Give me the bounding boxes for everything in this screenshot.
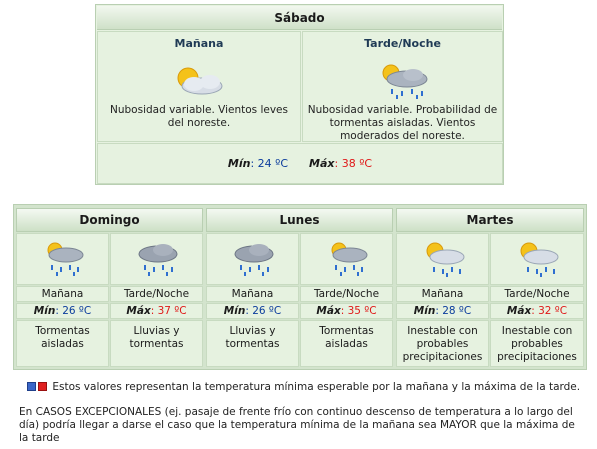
domingo-morning-icon-cell	[16, 233, 109, 285]
lunes-evening-desc: Tormentas aisladas	[300, 320, 393, 367]
domingo-morning-period: Mañana	[16, 286, 109, 302]
thunderstorm-icon	[41, 240, 87, 278]
martes-morning-period: Mañana	[396, 286, 489, 302]
lunes-morning-period: Mañana	[206, 286, 299, 302]
rain-cloud-icon	[135, 240, 181, 278]
domingo-min	[16, 303, 109, 319]
saturday-max-value: : 38 ºC	[334, 157, 373, 170]
martes-max-label: Máx	[506, 305, 532, 317]
saturday-evening-cell	[302, 31, 503, 142]
martes-min-value: : 28 ºC	[435, 305, 472, 317]
min-temp-swatch	[27, 382, 36, 391]
max-temp-swatch	[38, 382, 47, 391]
lunes-morning-icon-cell	[206, 233, 299, 285]
martes-max	[490, 303, 584, 319]
domingo-evening-period: Tarde/Noche	[110, 286, 203, 302]
saturday-min-value: : 24 ºC	[250, 157, 289, 170]
sun-cloud-rain-icon	[515, 240, 561, 278]
lunes-evening-period: Tarde/Noche	[300, 286, 393, 302]
rain-cloud-icon	[231, 240, 277, 278]
lunes-max	[300, 303, 393, 319]
lunes-max-value: : 35 ºC	[340, 305, 377, 317]
partly-cloudy-icon	[170, 64, 230, 98]
exceptional-cases-note: En CASOS EXCEPCIONALES (ej. pasaje de frente frío con continuo descenso de temperatura a lo largo del día) podría llegar a darse el caso que la temperatura mínima de la mañana sea MAYOR que la máxima de la tarde	[19, 406, 575, 444]
martes-evening-icon-cell	[490, 233, 584, 285]
sun-cloud-rain-icon	[421, 240, 467, 278]
lunes-min-value: : 26 ºC	[245, 305, 282, 317]
lunes-morning-desc: Lluvias y tormentas	[206, 320, 299, 367]
saturday-evening-label: Tarde/Noche	[364, 37, 441, 50]
legend-text: Estos valores representan la temperatura mínima esperable por la mañana y la máxima de la tarde.	[52, 381, 581, 393]
lunes-evening-icon-cell	[300, 233, 393, 285]
thunderstorm-icon	[375, 62, 435, 100]
martes-morning-desc: Inestable con probables precipitaciones	[396, 320, 489, 367]
martes-min-label: Mín	[413, 305, 436, 317]
domingo-max-label: Máx	[126, 305, 151, 317]
temperature-legend	[27, 381, 580, 393]
domingo-evening-desc: Lluvias y tormentas	[110, 320, 203, 367]
domingo-max	[110, 303, 203, 319]
saturday-morning-desc: Nubosidad variable. Vientos leves del noreste.	[110, 104, 288, 129]
domingo-min-value: : 26 ºC	[55, 305, 92, 317]
saturday-morning-label: Mañana	[174, 37, 224, 50]
martes-evening-desc: Inestable con probables precipitaciones	[490, 320, 584, 367]
domingo-evening-icon-cell	[110, 233, 203, 285]
martes-evening-period: Tarde/Noche	[490, 286, 584, 302]
saturday-max-label: Máx	[309, 157, 335, 170]
domingo-max-value: : 37 ºC	[150, 305, 187, 317]
lunes-max-label: Máx	[316, 305, 341, 317]
day-header-martes: Martes	[396, 208, 584, 232]
martes-min	[396, 303, 489, 319]
saturday-min-label: Mín	[227, 157, 251, 170]
saturday-evening-desc: Nubosidad variable. Probabilidad de tormentas aisladas. Vientos moderados del noreste.	[307, 104, 498, 142]
saturday-title: Sábado	[97, 6, 502, 30]
saturday-temps	[97, 143, 503, 184]
saturday-panel	[95, 4, 504, 185]
forecast-days-panel	[13, 204, 587, 370]
saturday-morning-cell	[97, 31, 301, 142]
day-header-domingo: Domingo	[16, 208, 203, 232]
domingo-morning-desc: Tormentas aisladas	[16, 320, 109, 367]
day-header-lunes: Lunes	[206, 208, 393, 232]
martes-morning-icon-cell	[396, 233, 489, 285]
lunes-min	[206, 303, 299, 319]
lunes-min-label: Mín	[223, 305, 246, 317]
thunderstorm-icon	[325, 240, 371, 278]
martes-max-value: : 32 ºC	[531, 305, 568, 317]
domingo-min-label: Mín	[33, 305, 56, 317]
